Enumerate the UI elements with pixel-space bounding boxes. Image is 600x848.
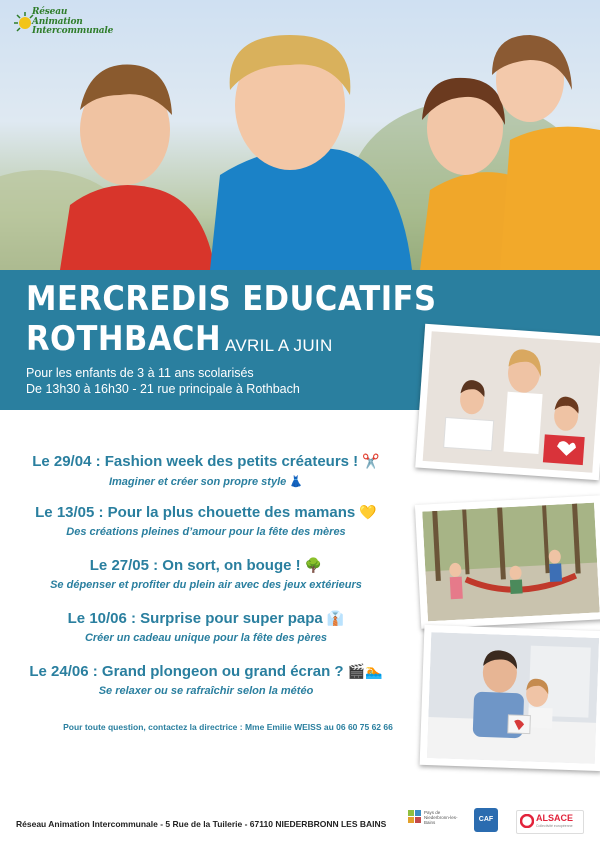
- partner3-sub: Collectivité européenne: [536, 824, 573, 828]
- scissors-icon: ✂️: [362, 453, 380, 469]
- audience-text: Pour les enfants de 3 à 11 ans scolarisés: [26, 366, 254, 380]
- schedule-text: De 13h30 à 16h30 - 21 rue principale à Rothbach: [26, 382, 300, 396]
- event-item: [0, 453, 412, 488]
- event-description: Se relaxer ou se rafraîchir selon la météo: [98, 685, 314, 697]
- photo-mothers-day: [415, 324, 600, 480]
- pays-logo-icon: [408, 810, 422, 832]
- dress-icon: 👗: [289, 476, 304, 488]
- caf-logo-icon: [474, 808, 498, 832]
- photo-fathers-day: [420, 625, 600, 771]
- event-item: [0, 504, 412, 538]
- alsace-logo-icon: [520, 814, 534, 828]
- hero-photo: [0, 0, 600, 270]
- partner3-name: ALSACE: [536, 813, 574, 823]
- event-title-text: Le 24/06 : Grand plongeon ou grand écran ?: [29, 663, 344, 680]
- clapper-swimmer-icon: 🎬🏊: [347, 663, 383, 679]
- event-description: Des créations pleines d’amour pour la fête des mères: [66, 526, 346, 538]
- event-item: [0, 663, 412, 697]
- contact-text: Pour toute question, contactez la directrice : Mme Emilie WEISS au 06 60 75 62 66: [63, 722, 393, 732]
- event-description-text: Imaginer et créer son propre style: [108, 476, 287, 488]
- event-title-text: Le 29/04 : Fashion week des petits créateurs !: [32, 453, 359, 470]
- event-title: [0, 663, 412, 680]
- event-title: [0, 610, 412, 627]
- page-title-line1: MERCREDIS EDUCATIFS: [26, 279, 437, 319]
- partner-logo-caf: [474, 808, 502, 834]
- event-item: [0, 610, 412, 644]
- period-label: AVRIL A JUIN: [225, 336, 333, 355]
- event-title-text: Le 10/06 : Surprise pour super papa: [67, 610, 323, 627]
- logo-line3: Intercommunale: [32, 26, 114, 36]
- event-description: [0, 475, 412, 488]
- necktie-icon: 👔: [326, 610, 345, 626]
- photo-outdoor-games: [415, 495, 600, 629]
- yellow-heart-icon: 💛: [359, 504, 377, 520]
- partner1-name: Pays de Niederbronn-les-Bains: [424, 810, 458, 825]
- event-title-text: Le 27/05 : On sort, on bouge !: [89, 557, 301, 574]
- partner-logo-alsace: [516, 810, 584, 834]
- event-item: [0, 557, 412, 591]
- logo-line1: Réseau: [32, 7, 68, 17]
- event-description: Créer un cadeau unique pour la fête des pères: [84, 632, 328, 644]
- event-title-text: Le 13/05 : Pour la plus chouette des mamans: [35, 504, 356, 521]
- event-description: Se dépenser et profiter du plein air avec des jeux extérieurs: [50, 579, 362, 591]
- logo: [14, 7, 114, 50]
- event-title: [0, 557, 412, 574]
- logo-line2: Animation: [32, 16, 83, 27]
- event-title: [0, 453, 412, 470]
- footer-address: Réseau Animation Intercommunale - 5 Rue de la Tuilerie - 67110 NIEDERBRONN LES BAINS: [16, 819, 387, 829]
- event-title: [0, 504, 412, 521]
- page-title-line2: ROTHBACH: [26, 319, 222, 359]
- tree-icon: 🌳: [304, 557, 323, 573]
- partner2-name: CAF: [478, 816, 494, 823]
